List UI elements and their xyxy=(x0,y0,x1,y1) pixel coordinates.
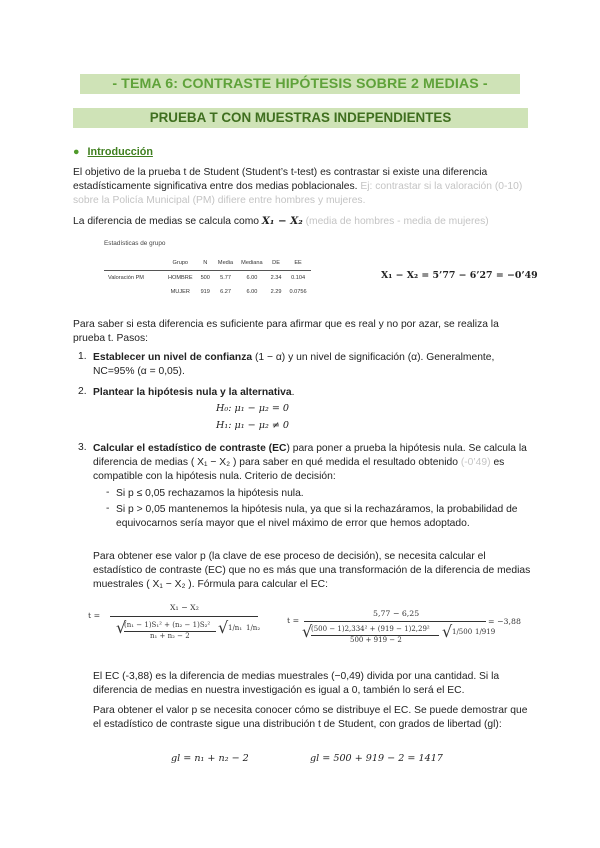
formula-left-line xyxy=(110,616,258,617)
distribution-paragraph: Para obtener el valor p se necesita conocer cómo se distribuye el EC. Se puede demostrar que el estadístico de contraste sigue una distribución t de Student, con grados de libertad (gl): xyxy=(93,705,528,730)
formula-left-den2: n₁ + n₂ − 2 xyxy=(150,632,190,640)
gl-value: gl = 500 + 919 − 2 = 1417 xyxy=(310,753,443,764)
criteria-dash-2: - xyxy=(106,503,110,514)
diff-formula-inline: X₁ − X₂ xyxy=(261,215,303,227)
diff-text: La diferencia de medias se calcula como xyxy=(73,216,260,227)
step-2-number: 2. xyxy=(78,386,87,397)
stats-table xyxy=(104,256,311,299)
formula-right-den2: 500 + 919 − 2 xyxy=(350,636,402,644)
formula-left-lhs: t = xyxy=(88,611,101,620)
table-row xyxy=(104,271,311,286)
formula-left-frac-a: 1/n₁ xyxy=(228,624,243,632)
section-heading xyxy=(73,146,153,158)
table-cell: 6.00 xyxy=(246,275,258,281)
table-cell: 6.00 xyxy=(246,289,258,295)
gl-formula: gl = n₁ + n₂ − 2 xyxy=(171,753,249,764)
formula-right-frac-a: 1/500 xyxy=(452,628,473,636)
step-2-text xyxy=(93,386,533,400)
step-1-number: 1. xyxy=(78,351,87,362)
step-1-text xyxy=(93,351,533,379)
step-3-body: ) para poner a prueba la hipótesis nula. Se calcula la diferencia de medias ( X₁ − X₂ ) para saber en qué medida el resultado obtenido xyxy=(93,443,527,468)
formula-left-frac-b: 1/n₂ xyxy=(246,624,261,632)
table-header-cell: N xyxy=(197,256,214,271)
formula-right-den: (500 − 1)2,334² + (919 − 1)2,29² xyxy=(311,625,430,633)
formula-left-den: (n₁ − 1)S₁² + (n₂ − 1)S₂² xyxy=(124,621,211,629)
bullet-icon: ● xyxy=(73,146,80,158)
step-2-bold: Plantear la hipótesis nula y la alternativa xyxy=(93,387,292,398)
intro-paragraph xyxy=(73,166,533,208)
formula-right-sqrt-icon: √ xyxy=(302,622,313,641)
table-header-cell: Grupo xyxy=(164,256,197,271)
table-caption: Estadísticas de grupo xyxy=(104,240,166,247)
step-1-bold: Establecer un nivel de confianza xyxy=(93,352,253,363)
section-label: Introducción xyxy=(87,146,153,158)
intro-text: El objetivo de la prueba t de Student (Student’s t-test) es contrastar si existe una diferencia estadísticamente significativa entre dos medias poblacionales. xyxy=(73,167,488,192)
formula-right-numerator: 5,77 − 6,25 xyxy=(373,609,420,618)
table-cell: 500 xyxy=(200,275,210,281)
ec-paragraph: El EC (-3,88) es la diferencia de medias muestrales (−0,49) divida por una cantidad. Si la diferencia de medias en nuestra investigación es igual a 0, también lo será el EC. xyxy=(93,671,500,696)
step-1-body: (1 − α) y un nivel de significación (α). Generalmente, NC=95% (α = 0,05). xyxy=(93,352,495,377)
step-3-text xyxy=(93,442,533,484)
table-cell: 5.77 xyxy=(220,275,231,281)
formula-right-lhs: t = xyxy=(287,616,300,625)
intro-example: Ej: contrastar si la valoración (0-10) sobre la Policía Municipal (PM) difiere entre hombres y mujeres. xyxy=(73,181,523,206)
table-cell: 0.0756 xyxy=(289,289,307,295)
table-header-cell: EE xyxy=(286,256,311,271)
p-value-paragraph: Para obtener ese valor p (la clave de ese proceso de decisión), se necesita calcular el estadístico de contraste (EC) que no es más que una transformación de la diferencia de medias muestrales ( X₁ − X₂ ). Fórmula para calcular el EC: xyxy=(93,551,531,590)
table-header-cell: DE xyxy=(267,256,286,271)
page-subtitle: PRUEBA T CON MUESTRAS INDEPENDIENTES xyxy=(73,108,528,128)
criteria-item-1: Si p ≤ 0,05 rechazamos la hipótesis nula. xyxy=(116,488,304,499)
hypothesis-alt: H₁: μ₁ − μ₂ ≠ 0 xyxy=(216,420,290,431)
table-cell: 6.27 xyxy=(220,289,231,295)
table-header-cell xyxy=(104,256,164,271)
formula-right-result: = −3,88 xyxy=(488,617,521,626)
formula-right-line xyxy=(304,621,486,622)
criteria-dash-1: - xyxy=(106,487,110,498)
step-3-body-2: es compatible con la hipótesis nula. Criterio de decisión: xyxy=(93,457,505,482)
diff-paragraph xyxy=(73,214,533,229)
table-cell: HOMBRE xyxy=(168,275,193,281)
table-cell: 0.104 xyxy=(291,275,306,281)
formula-left-sqrt-icon: √ xyxy=(116,618,127,637)
diff-note: (media de hombres - media de mujeres) xyxy=(305,216,489,227)
step-3-faded: (-0’49) xyxy=(460,457,491,468)
step-3-number: 3. xyxy=(78,442,87,453)
table-cell: 2.29 xyxy=(270,289,282,295)
hypothesis-null: H₀: μ₁ − μ₂ = 0 xyxy=(216,403,290,414)
formula-right-frac-b: 1/919 xyxy=(475,628,496,636)
step-3-bold: Calcular el estadístico de contraste ( xyxy=(93,443,273,454)
diff-result-formula: X₁ − X₂ = 5’77 − 6’27 = −0’49 xyxy=(381,270,538,281)
table-header-cell: Mediana xyxy=(237,256,266,271)
formula-left-sqrt2-icon: √ xyxy=(218,618,229,637)
step-2-body: . xyxy=(291,387,295,398)
table-cell: Valoración PM xyxy=(108,275,144,281)
steps-intro: Para saber si esta diferencia es suficiente para afirmar que es real y no por azar, se realiza la prueba t. Pasos: xyxy=(73,319,499,344)
table-cell: MUJER xyxy=(170,289,190,295)
formula-left-numerator: X₁ − X₂ xyxy=(170,603,199,612)
step-3-bold-ec: EC xyxy=(272,443,287,454)
table-header-cell: Media xyxy=(214,256,237,271)
criteria-item-2: Si p > 0,05 mantenemos la hipótesis nula, ya que si la rechazáramos, la probabilidad de equivocarnos sería mayor que el nivel máximo de error que hemos adoptado. xyxy=(116,504,518,529)
formula-right-sqrt2-icon: √ xyxy=(442,622,453,641)
page-title: - TEMA 6: CONTRASTE HIPÓTESIS SOBRE 2 MEDIAS - xyxy=(80,74,520,94)
table-row xyxy=(104,285,311,299)
table-cell xyxy=(104,285,164,299)
table-cell: 919 xyxy=(200,289,210,295)
table-cell: 2.34 xyxy=(270,275,282,281)
